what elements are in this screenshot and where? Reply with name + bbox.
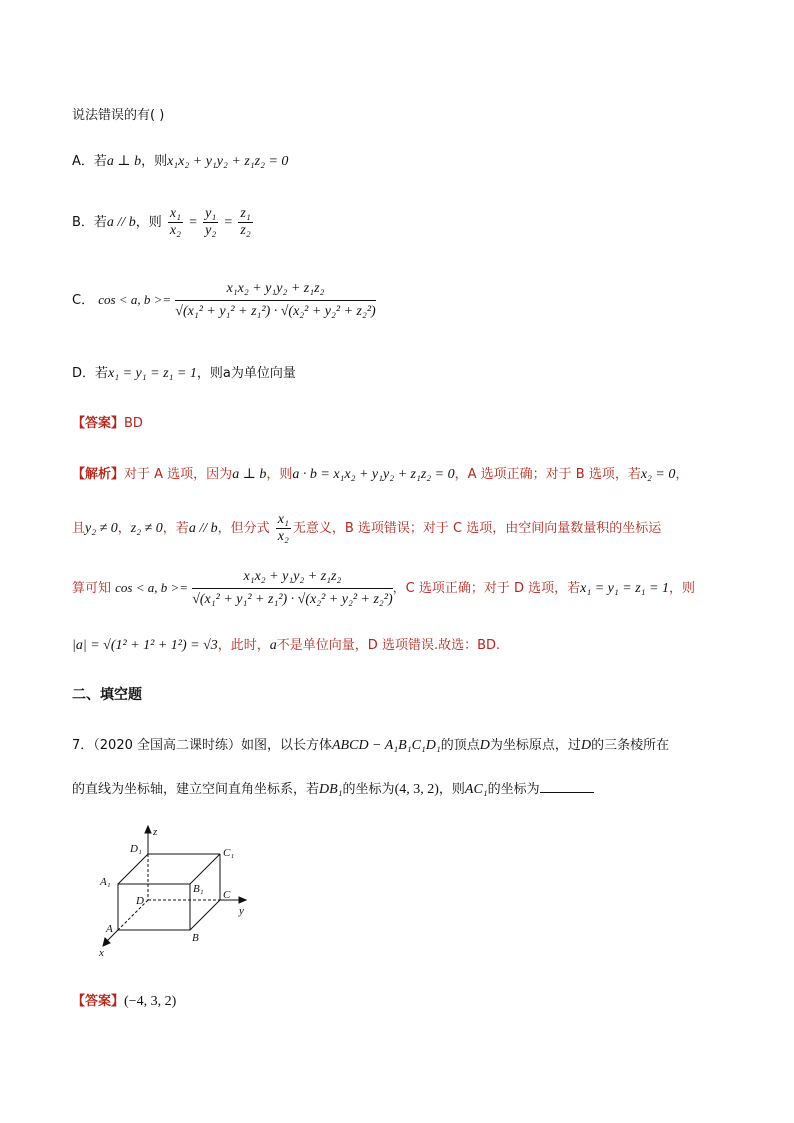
option-b-fraction-z <box>238 206 252 239</box>
question-text: 7．（2020 全国高二课时练）如图，以长方体 <box>72 738 332 753</box>
analysis-denominator: √(x₁² + y₁² + z₁²) · √(x₂² + y₂² + z₂²) <box>192 592 393 607</box>
frac-num: z₁ <box>240 206 251 221</box>
analysis-numerator: x₁x₂ + y₁y₂ + z₁z₂ <box>192 568 392 589</box>
option-b-fraction-y <box>203 206 218 239</box>
answer-tag: 【答案】 <box>72 416 125 431</box>
y-arrow-icon <box>239 897 246 903</box>
label-z: z <box>153 826 158 838</box>
label-d: D <box>136 895 144 907</box>
option-c-prefix: C． <box>72 293 95 308</box>
analysis-math: a ⊥ b <box>232 467 267 482</box>
option-a-mid: ，则 <box>141 154 168 169</box>
edge-a1d1 <box>118 854 148 884</box>
option-d-condition: x₁ = y₁ = z₁ = 1 <box>108 366 197 381</box>
question-text: 为坐标原点，过 <box>489 738 581 753</box>
frac-den: z₂ <box>240 223 251 238</box>
analysis-math: a <box>269 638 277 653</box>
analysis-text: ，但分式 <box>217 521 270 536</box>
question-text: 的坐标为 <box>342 782 395 797</box>
option-d-prefix: D．若 <box>72 366 109 381</box>
analysis-tag: 【解析】 <box>72 467 125 482</box>
question-math: (4, 3, 2) <box>394 782 439 797</box>
label-a1: A₁ <box>100 876 111 888</box>
answer-value: (−4, 3, 2) <box>124 994 177 1009</box>
label-x: x <box>99 947 104 959</box>
frac-den: x₂ <box>169 223 181 238</box>
question-text: ，则 <box>438 782 465 797</box>
analysis-line-2 <box>72 512 661 545</box>
option-b: B．若a // b，则 $\frac{\text{x₁}}{\text{x₂}}$ = $\frac{\text{y₁}}{\text{y₂}}$ = $\frac{\text{z₁}}{\text{z₂}}$ <box>72 206 251 238</box>
option-c-lhs: cos < a, b >= <box>98 292 172 307</box>
analysis-text: 且 <box>72 521 86 536</box>
analysis-line-4 <box>72 634 500 654</box>
answer-blank[interactable] <box>540 778 594 793</box>
analysis-math: cos < a, b >= <box>115 580 189 595</box>
analysis-math: z₂ ≠ 0 <box>130 521 163 536</box>
analysis-fraction <box>276 512 291 545</box>
analysis-math: a · b = x₁x₂ + y₁y₂ + z₁z₂ = 0 <box>292 467 455 482</box>
answer-1 <box>72 412 143 431</box>
option-b-mid: ，则 <box>135 215 162 230</box>
option-b-prefix: B．若 <box>72 215 107 230</box>
option-c <box>72 280 376 321</box>
analysis-text: ， <box>117 521 131 536</box>
analysis-text: ，A 选项正确；对于 B 选项，若 <box>454 467 641 482</box>
label-a: A <box>106 923 113 935</box>
z-arrow-icon <box>145 826 151 833</box>
question-math: D <box>479 738 490 753</box>
analysis-math: x₂ = 0 <box>640 467 676 482</box>
edge-bc <box>190 900 220 930</box>
question-text: 的三条棱所在 <box>591 738 670 753</box>
analysis-text: ，C 选项正确；对于 D 选项，若 <box>392 581 581 596</box>
question-7-line-2 <box>72 778 594 798</box>
answer-2 <box>72 990 176 1010</box>
analysis-text: ，此时， <box>217 638 270 653</box>
analysis-math: x₁ = y₁ = z₁ = 1 <box>580 581 669 596</box>
analysis-text: ，若 <box>162 521 189 536</box>
question-math: ABCD − A₁B₁C₁D₁ <box>332 738 441 753</box>
question-7-line-1 <box>72 734 669 754</box>
analysis-math: |a| = √(1² + 1² + 1²) = √3 <box>72 638 218 653</box>
cuboid-figure <box>96 822 256 962</box>
question-text: 的直线为坐标轴，建立空间直角坐标系，若 <box>72 782 320 797</box>
frac-num: x₁ <box>169 206 181 221</box>
answer-value: BD <box>124 416 143 431</box>
analysis-line-3 <box>72 568 695 609</box>
analysis-text: 无意义，B 选项错误；对于 C 选项，由空间向量数量积的坐标运 <box>292 521 662 536</box>
analysis-text: ，则 <box>668 581 695 596</box>
frac-den: x₂ <box>277 529 289 544</box>
option-a-condition: a ⊥ b <box>106 154 142 169</box>
analysis-text: 对于 A 选项，因为 <box>124 467 233 482</box>
analysis-text: 算可知 <box>72 581 112 596</box>
analysis-text: 不是单位向量，D 选项错误.故选：BD. <box>276 638 501 653</box>
option-d <box>72 362 296 382</box>
option-c-numerator: x₁x₂ + y₁y₂ + z₁z₂ <box>175 280 375 301</box>
question-text: 的坐标为 <box>487 782 540 797</box>
frac-num: x₁ <box>277 512 289 527</box>
option-b-condition: a // b <box>106 215 136 230</box>
question-math: AC₁ <box>464 782 488 797</box>
option-c-fraction <box>175 280 375 321</box>
frac-num: y₁ <box>205 206 217 221</box>
question-math: D <box>580 738 592 753</box>
label-b1: B₁ <box>193 883 204 895</box>
analysis-math: a // b <box>188 521 218 536</box>
question-text: 的顶点 <box>440 738 480 753</box>
label-c1: C₁ <box>223 847 235 859</box>
edge-b1c1 <box>190 854 220 884</box>
analysis-cos-fraction <box>192 568 392 609</box>
label-c: C <box>223 889 231 901</box>
answer-tag: 【答案】 <box>72 994 125 1009</box>
option-a-expression: x₁x₂ + y₁y₂ + z₁z₂ = 0 <box>167 154 289 169</box>
question-math: DB₁ <box>319 782 343 797</box>
label-d1: D₁ <box>130 843 142 855</box>
option-d-mid: ，则 <box>196 366 223 381</box>
analysis-math: y₂ ≠ 0 <box>85 521 118 536</box>
analysis-line-1 <box>72 463 688 483</box>
frac-den: y₂ <box>205 223 217 238</box>
label-b: B <box>192 932 199 944</box>
option-b-fraction-x <box>168 206 183 239</box>
question-intro: 说法错误的有( ) <box>72 108 165 123</box>
option-a <box>72 150 288 170</box>
option-d-tail: a为单位向量 <box>222 366 296 381</box>
option-c-denominator: √(x₁² + y₁² + z₁²) · √(x₂² + y₂² + z₂²) <box>175 304 376 319</box>
front-face <box>118 884 190 930</box>
label-y: y <box>239 905 244 917</box>
analysis-text: ， <box>675 467 689 482</box>
option-a-prefix: A．若 <box>72 154 107 169</box>
section-heading: 二、填空题 <box>72 687 142 703</box>
analysis-text: ，则 <box>266 467 293 482</box>
